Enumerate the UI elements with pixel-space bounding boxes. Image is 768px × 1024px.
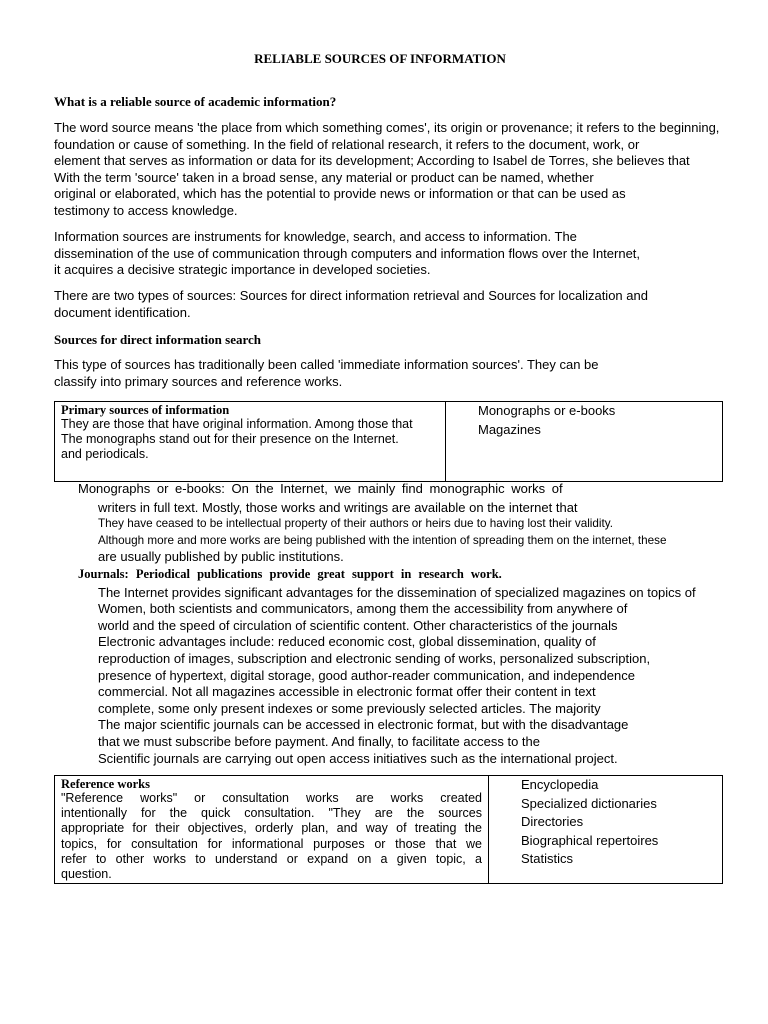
text-line: The Internet provides significant advantages for the dissemination of specialized magazines on topics of bbox=[98, 584, 696, 600]
primary-sources-table bbox=[54, 401, 723, 482]
text-line: question. bbox=[61, 867, 112, 882]
paragraph-immediate-sources bbox=[54, 357, 599, 390]
list-item-label: Monographs or e-books bbox=[478, 403, 616, 418]
text-line: appropriate for their objectives, orderly plan, and way of treating the bbox=[61, 821, 482, 836]
bullet-first-line bbox=[76, 566, 736, 585]
text-line: With the term 'source' taken in a broad sense, any material or product can be named, whether bbox=[54, 169, 594, 185]
reference-works-list-cell bbox=[489, 776, 723, 884]
paragraph-source-definition bbox=[54, 120, 719, 220]
text-line: complete, some only present indexes or some previously selected articles. The majority bbox=[98, 700, 601, 716]
primary-sources-description-cell bbox=[55, 402, 446, 482]
text-line: it acquires a decisive strategic importance in developed societies. bbox=[54, 262, 431, 278]
text-line: element that serves as information or data for its development; According to Isabel de Torres, she believes that bbox=[54, 153, 690, 169]
paragraph-information-sources bbox=[54, 229, 640, 279]
bullet-text: Monographs or e-books: On the Internet, we mainly find monographic works of bbox=[78, 481, 563, 496]
text-line: Scientific journals are carrying out open access initiatives such as the international project. bbox=[98, 750, 618, 766]
text-line: presence of hypertext, digital storage, good author-reader communication, and independence bbox=[98, 667, 635, 683]
text-line: document identification. bbox=[54, 304, 191, 320]
text-line: The major scientific journals can be accessed in electronic format, but with the disadvantage bbox=[98, 717, 629, 733]
list-item-label: Biographical repertoires bbox=[521, 832, 659, 848]
list-item-label: Magazines bbox=[478, 421, 541, 437]
list-item bbox=[519, 814, 722, 833]
list-item bbox=[519, 777, 722, 796]
bullet-monographs bbox=[76, 481, 726, 566]
text-line: They have ceased to be intellectual property of their authors or heirs due to having lost their validity. bbox=[98, 517, 613, 531]
list-item bbox=[519, 796, 722, 815]
text-line: topics, for consultation for informational purposes or those that we bbox=[61, 836, 482, 851]
primary-sources-list-cell bbox=[446, 402, 723, 482]
list-item-label: Encyclopedia bbox=[521, 777, 599, 792]
section-heading-reliable-source: What is a reliable source of academic information? bbox=[54, 94, 337, 109]
list-item-label: Directories bbox=[521, 814, 584, 830]
list-item bbox=[519, 833, 722, 852]
reference-works-table bbox=[54, 775, 723, 884]
text-line: refer to other works to understand or expand on a given topic, a bbox=[61, 851, 482, 866]
text-line: The monographs stand out for their presence on the Internet. bbox=[61, 432, 399, 447]
text-line: This type of sources has traditionally been called 'immediate information sources'. They can be bbox=[54, 357, 599, 372]
list-item bbox=[476, 422, 722, 441]
text-line: The word source means 'the place from which something comes', its origin or provenance; it refers to the beginning, bbox=[54, 120, 720, 135]
text-line: foundation or cause of something. In the field of relational research, it refers to the document, work, or bbox=[54, 136, 640, 152]
text-line: are usually published by public institutions. bbox=[98, 549, 344, 565]
section-heading-direct-search: Sources for direct information search bbox=[54, 332, 262, 347]
text-line: testimony to access knowledge. bbox=[54, 202, 238, 218]
reference-works-heading: Reference works bbox=[61, 777, 150, 791]
text-line: reproduction of images, subscription and electronic sending of works, personalized subscription, bbox=[98, 650, 651, 666]
text-line: Although more and more works are being published with the intention of spreading them on the internet, these bbox=[98, 533, 667, 547]
text-line: Women, both scientists and communicators, among them the accessibility from anywhere of bbox=[98, 601, 628, 617]
text-line: intentionally for the quick consultation. "They are the sources bbox=[61, 806, 482, 821]
text-line: There are two types of sources: Sources for direct information retrieval and Sources for localization and bbox=[54, 288, 648, 303]
text-line: world and the speed of circulation of scientific content. Other characteristics of the journals bbox=[98, 617, 618, 633]
text-line: Electronic advantages include: reduced economic cost, global dissemination, quality of bbox=[98, 634, 596, 650]
text-line: writers in full text. Mostly, those works and writings are available on the internet that bbox=[98, 499, 578, 515]
list-item-label: Specialized dictionaries bbox=[521, 795, 657, 811]
text-line: commercial. Not all magazines accessible in electronic format offer their content in text bbox=[98, 684, 596, 700]
text-line: and periodicals. bbox=[61, 447, 149, 462]
bullet-first-line bbox=[76, 481, 726, 500]
paragraph-two-types bbox=[54, 288, 648, 321]
bullet-text: Journals: Periodical publications provide great support in research work. bbox=[78, 567, 502, 581]
primary-sources-heading: Primary sources of information bbox=[61, 403, 230, 417]
text-line: dissemination of the use of communication through computers and information flows over the Internet, bbox=[54, 245, 641, 261]
list-item-label: Statistics bbox=[521, 851, 574, 867]
reference-works-description-cell bbox=[55, 776, 489, 884]
document-title: RELIABLE SOURCES OF INFORMATION bbox=[254, 51, 506, 66]
text-line: classify into primary sources and reference works. bbox=[54, 373, 343, 389]
text-line: "Reference works" or consultation works are works created bbox=[61, 791, 482, 805]
text-line: They are those that have original information. Among those that bbox=[61, 417, 413, 431]
list-item bbox=[519, 851, 722, 870]
text-line: original or elaborated, which has the potential to provide news or information or that can be used as bbox=[54, 186, 626, 202]
bullet-journals bbox=[76, 566, 736, 767]
list-item bbox=[476, 403, 722, 422]
text-line: that we must subscribe before payment. And finally, to facilitate access to the bbox=[98, 733, 540, 749]
text-line: Information sources are instruments for knowledge, search, and access to information. The bbox=[54, 229, 577, 244]
